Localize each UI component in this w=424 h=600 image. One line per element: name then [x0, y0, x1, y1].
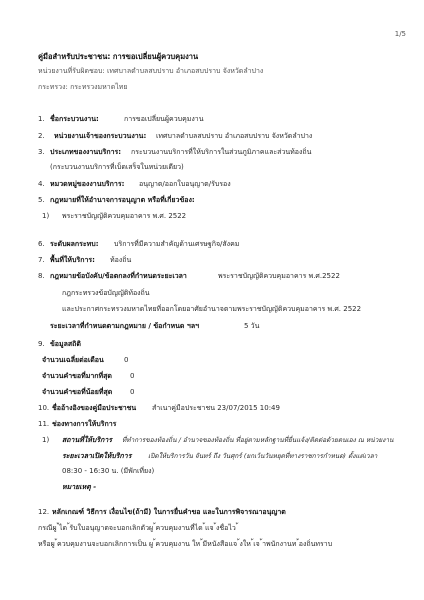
- item-8-number: 8.: [38, 272, 45, 280]
- stat-average-label: จำนวนเฉลี่ยต่อเดือน: [42, 356, 104, 364]
- service-hours-value: เปิดให้บริการวัน จันทร์ ถึง วันศุกร์ (ยกเว้นวันหยุดที่ทางราชการกำหนด) ตั้งแต่เวลา: [148, 452, 378, 460]
- item-1-value: การขอเปลี่ยนผู้ควบคุมงาน: [124, 115, 204, 123]
- item-7-number: 7.: [38, 256, 45, 264]
- item-1-label: ชื่อกระบวนงาน:: [50, 115, 99, 123]
- item-3-label: ประเภทของงานบริการ:: [50, 148, 122, 156]
- item-9-label: ข้อมูลสถิติ: [50, 340, 81, 348]
- item-8-value-line2: กฎกระทรวงข้อบัญญัติท้องถิ่น: [62, 289, 150, 297]
- item-8-label: กฎหมายข้อบังคับ/ข้อตกลงที่กำหนดระยะเวลา: [50, 272, 187, 280]
- stat-min-label: จำนวนคำขอที่น้อยที่สุด: [42, 388, 113, 396]
- item-7-label: พื้นที่ให้บริการ:: [50, 256, 95, 264]
- item-5-sub-number: 1): [42, 212, 50, 220]
- item-6-value: บริการที่มีความสำคัญด้านเศรษฐกิจ/สังคม: [114, 240, 240, 248]
- item-12-label: หลักเกณฑ์ วิธีการ เงื่อนไข(ถ้ามี) ในการยื่นคำขอ และในการพิจารณาอนุญาต: [52, 508, 286, 516]
- item-4-number: 4.: [38, 180, 45, 188]
- stat-min-value: 0: [130, 388, 135, 396]
- item-8-value-line3: และประกาศกระทรวงมหาดไทยที่ออกโดยอาศัยอำนาจตามพระราชบัญญัติควบคุมอาคาร พ.ศ. 2522: [62, 305, 362, 313]
- stat-max-label: จำนวนคำขอที่มากที่สุด: [42, 372, 112, 380]
- responsible-agency: หน่วยงานที่รับผิดชอบ: เทศบาลตำบลสบปราบ อำเภอสบปราบ จังหวัดลำปาง: [38, 67, 264, 75]
- item-3-number: 3.: [38, 148, 45, 156]
- item-9-number: 9.: [38, 340, 45, 348]
- item-7-value: ท้องถิ่น: [110, 256, 132, 264]
- item-11-label: ช่องทางการให้บริการ: [52, 420, 117, 428]
- item-10-label: ชื่ออ้างอิงของคู่มือประชาชน: [52, 404, 137, 412]
- item-8-period-value: 5 วัน: [244, 322, 260, 330]
- item-12-number: 12.: [38, 508, 50, 516]
- item-2-label: หน่วยงานเจ้าของกระบวนงาน:: [54, 132, 147, 140]
- item-2-number: 2.: [38, 132, 45, 140]
- item-12-text-line2: หรือผู ้ควบคุมงานจะบอกเลิกการเป็น ผู ้ควบคุมงาน ให ้มีหนังสือแจ ้งให ้เจ ้าพนักงานท ้องถิ่นทราบ: [38, 540, 333, 548]
- item-6-label: ระดับผลกระทบ:: [50, 240, 99, 248]
- page-number: 1/5: [394, 30, 406, 38]
- service-place-label: สถานที่ให้บริการ: [62, 436, 113, 444]
- stat-max-value: 0: [130, 372, 135, 380]
- stat-average-value: 0: [124, 356, 129, 364]
- item-3-value-note: (กระบวนงานบริการที่เบ็ดเสร็จในหน่วยเดียว): [50, 163, 184, 171]
- item-8-value: พระราชบัญญัติควบคุมอาคาร พ.ศ.2522: [218, 272, 340, 280]
- item-8-period-label: ระยะเวลาที่กำหนดตามกฎหมาย / ข้อกำหนด ฯลฯ: [50, 322, 200, 330]
- item-5-label: กฎหมายที่ให้อำนาจการอนุญาต หรือที่เกี่ยวข้อง:: [50, 196, 195, 204]
- service-place-value: ที่ทำการของท้องถิ่น / อำนาจของท้องถิ่น ที่อยู่ตามหลักฐานที่ยื่นแจ้ง/ติดต่อด้วยตนเอง ณ หน่วยงาน: [122, 436, 394, 444]
- item-4-label: หมวดหมู่ของงานบริการ:: [50, 180, 125, 188]
- service-hours-value-line2: 08:30 - 16:30 น. (มีพักเที่ยง): [62, 467, 155, 475]
- service-hours-label: ระยะเวลาเปิดให้บริการ: [62, 452, 132, 460]
- item-6-number: 6.: [38, 240, 45, 248]
- item-11-sub-number: 1): [42, 436, 50, 444]
- item-5-number: 5.: [38, 196, 45, 204]
- item-10-number: 10.: [38, 404, 50, 412]
- ministry: กระทรวง: กระทรวงมหาดไทย: [38, 83, 128, 91]
- service-note: หมายเหตุ -: [62, 483, 97, 491]
- item-5-sub-value: พระราชบัญญัติควบคุมอาคาร พ.ศ. 2522: [62, 212, 187, 220]
- item-1-number: 1.: [38, 115, 45, 123]
- item-12-text-line1: กรณีผู ้ได ้รับใบอนุญาตจะบอกเลิกตัวผู ้ควบคุมงานที่ได ้แจ ้งชื่อไว ้: [38, 524, 239, 532]
- item-10-value: สำเนาคู่มือประชาชน 23/07/2015 10:49: [152, 404, 280, 412]
- document-title: คู่มือสำหรับประชาชน: การขอเปลี่ยนผู้ควบคุมงาน: [38, 52, 199, 61]
- item-3-value: กระบวนงานบริการที่ให้บริการในส่วนภูมิภาคและส่วนท้องถิ่น: [131, 148, 312, 156]
- item-4-value: อนุญาต/ออกใบอนุญาต/รับรอง: [139, 180, 231, 188]
- item-2-value: เทศบาลตำบลสบปราบ อำเภอสบปราบ จังหวัดลำปาง: [156, 132, 313, 140]
- item-11-number: 11.: [38, 420, 50, 428]
